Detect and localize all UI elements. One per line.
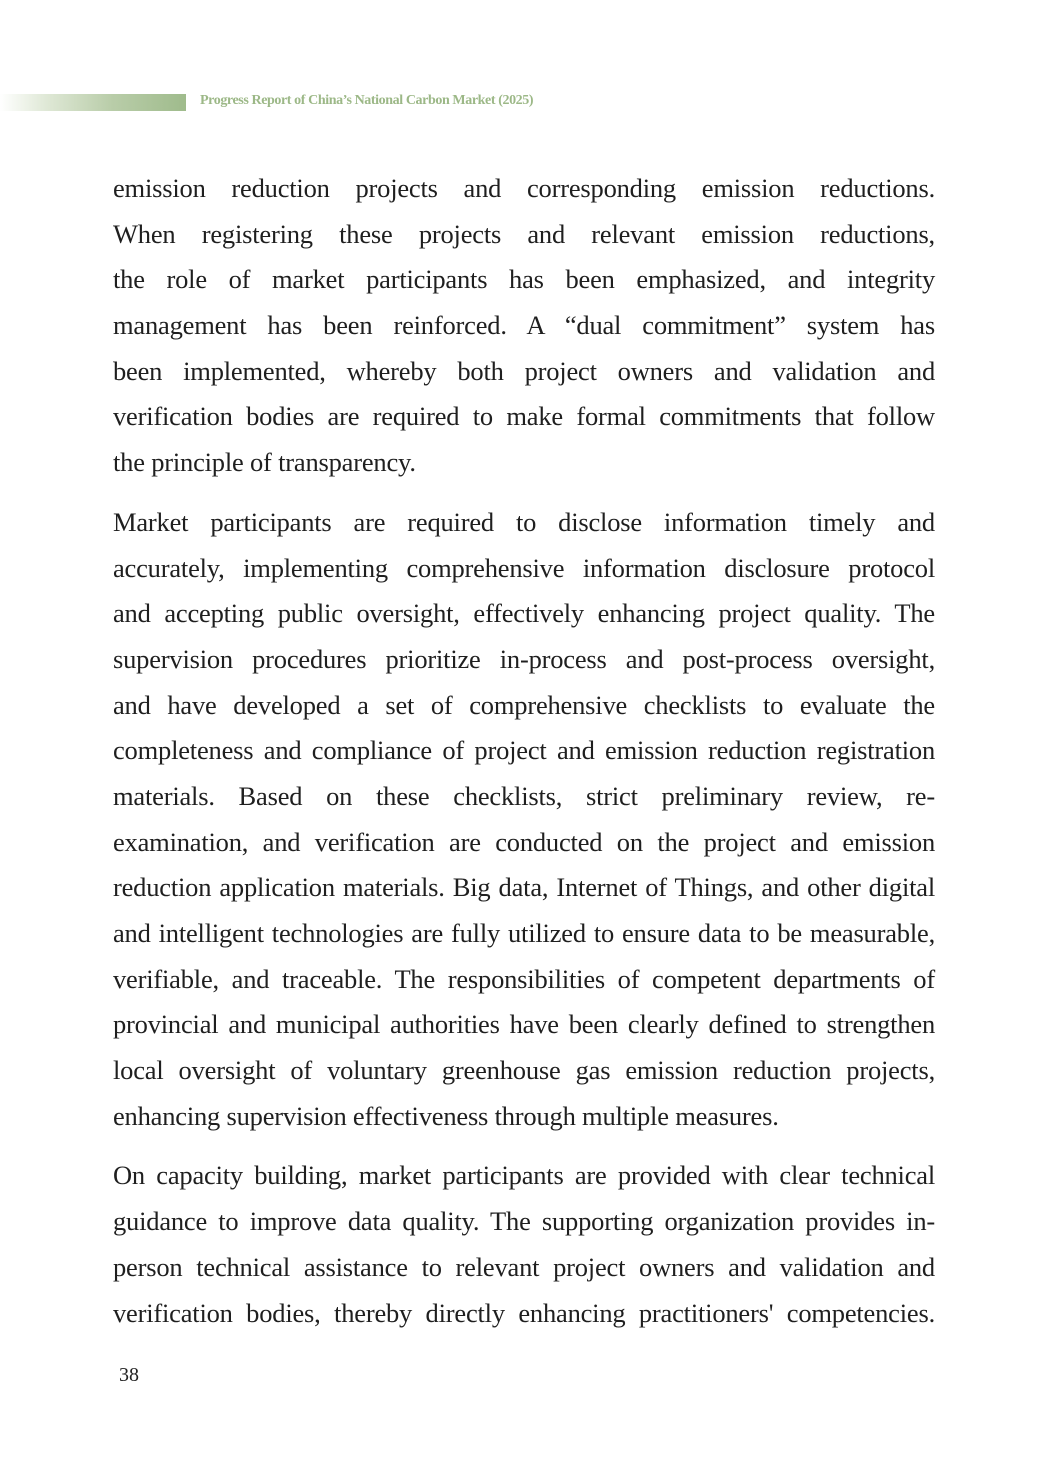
text-line: Market participants are required to disclose information timely and [113, 506, 935, 537]
text-line: been implemented, whereby both project owners and validation and [113, 355, 935, 386]
text-line: emission reduction projects and corresponding emission reductions. [113, 173, 935, 203]
text-line: supervision procedures prioritize in-process and post-process oversight, [113, 643, 935, 674]
text-line: verification bodies are required to make formal commitments that follow [113, 401, 935, 432]
running-header-title: Progress Report of China’s National Carbon Market (2025) [200, 93, 534, 108]
text-line: On capacity building, market participants are provided with clear technical [113, 1160, 935, 1191]
text-line: and intelligent technologies are fully utilized to ensure data to be measurable, [113, 918, 935, 948]
text-line: the role of market participants has been emphasized, and integrity [113, 264, 935, 295]
header-decorative-bar [0, 94, 186, 111]
text-line: and have developed a set of comprehensive checklists to evaluate the [113, 689, 935, 720]
text-line: management has been reinforced. A “dual commitment” system has [113, 310, 935, 341]
text-line: verification bodies, thereby directly enhancing practitioners' competencies. [113, 1297, 935, 1328]
text-line: and accepting public oversight, effectively enhancing project quality. The [113, 598, 935, 629]
paragraph-3 [113, 1153, 935, 1336]
page-number: 38 [119, 1364, 139, 1386]
paragraph-1 [113, 166, 935, 486]
text-line: provincial and municipal authorities have been clearly defined to strengthen [113, 1009, 935, 1040]
text-line: When registering these projects and relevant emission reductions, [113, 218, 935, 249]
text-line: reduction application materials. Big data, Internet of Things, and other digital [113, 872, 935, 903]
text-line: examination, and verification are conducted on the project and emission [113, 826, 935, 857]
text-line: materials. Based on these checklists, strict preliminary review, re- [113, 780, 935, 811]
text-line: the principle of transparency. [113, 447, 416, 478]
paragraph-2 [113, 500, 935, 1140]
text-line: completeness and compliance of project and emission reduction registration [113, 735, 935, 766]
text-line: accurately, implementing comprehensive information disclosure protocol [113, 552, 935, 583]
text-line: verifiable, and traceable. The responsibilities of competent departments of [113, 963, 935, 994]
text-line: local oversight of voluntary greenhouse gas emission reduction projects, [113, 1055, 935, 1086]
text-line: guidance to improve data quality. The supporting organization provides in- [113, 1206, 935, 1237]
body-text [113, 166, 935, 1350]
text-line: person technical assistance to relevant project owners and validation and [113, 1251, 935, 1282]
text-line: enhancing supervision effectiveness through multiple measures. [113, 1100, 779, 1131]
